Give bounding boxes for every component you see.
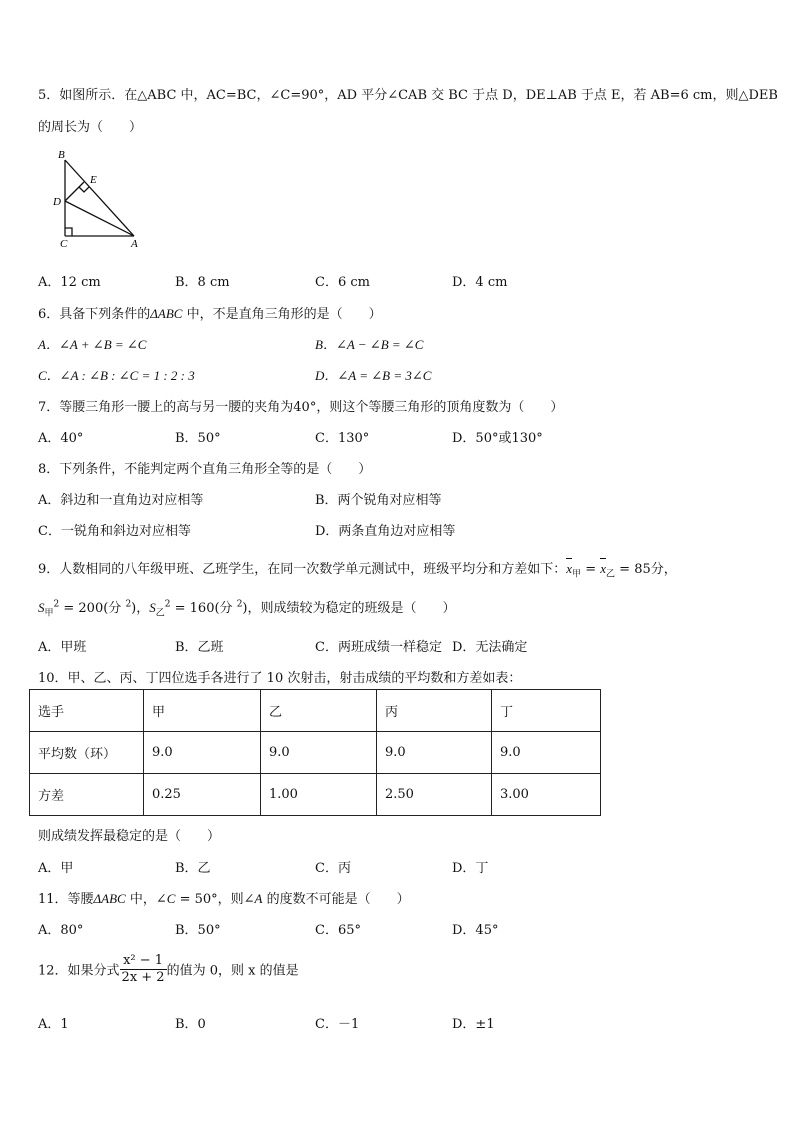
q11-stem: 11．等腰ΔABC 中，∠C = 50°，则∠A 的度数不可能是（ ） <box>38 891 410 907</box>
q8-option-a[interactable]: A．斜边和一直角边对应相等 <box>38 493 204 508</box>
label-b: B <box>58 149 65 161</box>
table-header-cell: 丁 <box>492 690 601 732</box>
q12-option-a[interactable]: A．1 <box>38 1017 69 1032</box>
q10-option-d[interactable]: D．丁 <box>452 861 489 876</box>
q8-option-c[interactable]: C．一锐角和斜边对应相等 <box>38 524 191 539</box>
table-cell: 3.00 <box>492 774 601 816</box>
q6-option-b[interactable]: B．∠A − ∠B = ∠C <box>315 337 424 352</box>
q11-option-a[interactable]: A．80° <box>38 923 84 938</box>
q9-stem-line2: $S_甲^2 = 200$(分 $^2$)，$S_乙^2 = 160$(分 $^2$)，则成绩较为稳定的班级是（ ） <box>38 599 456 619</box>
q5-option-c[interactable]: C．6 cm <box>315 275 370 290</box>
q6-option-d[interactable]: D．∠A = ∠B = 3∠C <box>315 368 432 383</box>
q7-option-c[interactable]: C．130° <box>315 431 370 446</box>
fraction-denominator: 2x + 2 <box>121 969 165 985</box>
table-cell: 方差 <box>30 774 144 816</box>
table-cell: 9.0 <box>377 732 492 774</box>
q5-triangle-figure <box>48 145 158 250</box>
table-cell: 9.0 <box>261 732 377 774</box>
q7-option-a[interactable]: A．40° <box>38 431 84 446</box>
q8-option-d[interactable]: D．两条直角边对应相等 <box>315 524 456 539</box>
q10-score-table <box>29 689 601 816</box>
q10-stem: 10．甲、乙、丙、丁四位选手各进行了 10 次射击，射击成绩的平均数和方差如表： <box>38 671 522 686</box>
table-cell: 1.00 <box>261 774 377 816</box>
q9-option-c[interactable]: C．两班成绩一样稳定 <box>315 640 442 655</box>
q5-option-d[interactable]: D．4 cm <box>452 275 508 290</box>
q5-option-a[interactable]: A．12 cm <box>38 275 101 290</box>
q11-option-b[interactable]: B．50° <box>175 923 221 938</box>
table-header-cell: 甲 <box>144 690 261 732</box>
table-header-cell: 选手 <box>30 690 144 732</box>
q12-fraction <box>120 953 167 985</box>
label-c: C <box>60 238 68 250</box>
q5-stem-line2: 的周长为（ ） <box>38 120 143 135</box>
table-header-row <box>30 690 601 732</box>
q12-option-c[interactable]: C．－1 <box>315 1017 360 1032</box>
q12-option-b[interactable]: B．0 <box>175 1017 206 1032</box>
table-cell: 2.50 <box>377 774 492 816</box>
q12-option-d[interactable]: D．±1 <box>452 1017 495 1032</box>
table-header-cell: 乙 <box>261 690 377 732</box>
table-cell: 9.0 <box>144 732 261 774</box>
q7-option-b[interactable]: B．50° <box>175 431 221 446</box>
q10-option-c[interactable]: C．丙 <box>315 861 351 876</box>
q7-stem: 7．等腰三角形一腰上的高与另一腰的夹角为40°，则这个等腰三角形的顶角度数为（ ） <box>38 400 564 415</box>
q10-question: 则成绩发挥最稳定的是（ ） <box>38 829 221 844</box>
q5-option-b[interactable]: B．8 cm <box>175 275 230 290</box>
q6-option-c[interactable]: C．∠A : ∠B : ∠C = 1 : 2 : 3 <box>38 368 195 383</box>
q8-option-b[interactable]: B．两个锐角对应相等 <box>315 493 442 508</box>
q6-stem: 6．具备下列条件的ΔABC 中，不是直角三角形的是（ ） <box>38 306 382 322</box>
q9-option-b[interactable]: B．乙班 <box>175 640 224 655</box>
label-e: E <box>90 174 97 186</box>
q9-stem-line1: 9．人数相同的八年级甲班、乙班学生，在同一次数学单元测试中，班级平均分和方差如下：$x_甲 = x_乙 = 85$分， <box>38 561 677 580</box>
label-d: D <box>53 196 61 208</box>
table-cell: 0.25 <box>144 774 261 816</box>
table-row <box>30 732 601 774</box>
q11-option-c[interactable]: C．65° <box>315 923 361 938</box>
q7-option-d[interactable]: D．50°或130° <box>452 431 543 446</box>
q10-option-b[interactable]: B．乙 <box>175 861 211 876</box>
q12-stem: 12．如果分式 $\frac{\text{x² − 1}}{2x + 2}$ 的值为 0，则 x 的值是 <box>38 953 299 985</box>
q11-option-d[interactable]: D．45° <box>452 923 499 938</box>
q6-option-a[interactable]: A．∠A + ∠B = ∠C <box>38 337 147 352</box>
q10-option-a[interactable]: A．甲 <box>38 861 74 876</box>
q9-option-a[interactable]: A．甲班 <box>38 640 87 655</box>
table-cell: 9.0 <box>492 732 601 774</box>
label-a: A <box>131 238 138 250</box>
table-header-cell: 丙 <box>377 690 492 732</box>
q5-stem-line1: 5．如图所示．在△ABC 中，AC=BC，∠C=90°，AD 平分∠CAB 交 BC 于点 D，DE⊥AB 于点 E，若 AB=6 cm，则△DEB <box>38 88 778 103</box>
table-row <box>30 774 601 816</box>
table-cell: 平均数（环） <box>30 732 144 774</box>
fraction-numerator: x² − 1 <box>120 953 167 970</box>
q9-option-d[interactable]: D．无法确定 <box>452 640 528 655</box>
q8-stem: 8．下列条件，不能判定两个直角三角形全等的是（ ） <box>38 462 372 477</box>
